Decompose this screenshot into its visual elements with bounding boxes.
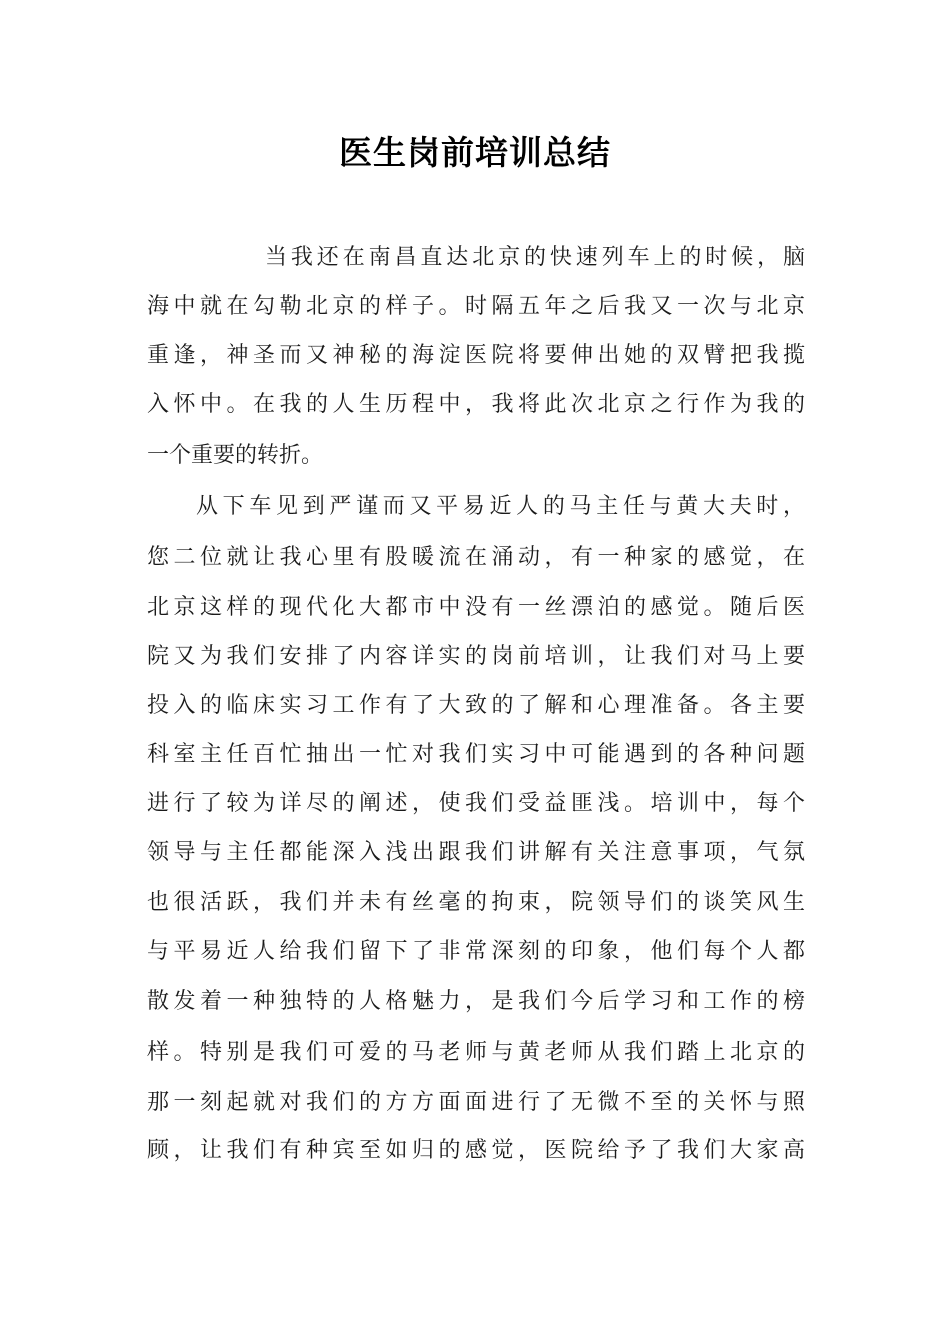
paragraph-1-line-5: 一个重要的转折。 [147, 443, 324, 468]
paragraph-2-line-12: 样。特别是我们可爱的马老师与黄老师从我们踏上北京的 [147, 1040, 805, 1065]
paragraph-2-line-8: 领导与主任都能深入浅出跟我们讲解有关注意事项，气氛 [147, 840, 805, 865]
paragraph-2-line-3: 北京这样的现代化大都市中没有一丝漂泊的感觉。随后医 [147, 595, 805, 620]
paragraph-2-line-11: 散发着一种独特的人格魅力，是我们今后学习和工作的榜 [147, 989, 805, 1014]
paragraph-2-line-1: 从下车见到严谨而又平易近人的马主任与黄大夫时， [196, 494, 805, 519]
paragraph-1-line-2: 海中就在勾勒北京的样子。时隔五年之后我又一次与北京 [147, 294, 805, 319]
paragraph-2-line-6: 科室主任百忙抽出一忙对我们实习中可能遇到的各种问题 [147, 742, 805, 767]
paragraph-2-line-5: 投入的临床实习工作有了大致的了解和心理准备。各主要 [147, 693, 805, 718]
document-title: 医生岗前培训总结 [339, 133, 611, 172]
paragraph-2-line-4: 院又为我们安排了内容详实的岗前培训，让我们对马上要 [147, 644, 805, 669]
paragraph-1-line-4: 入怀中。在我的人生历程中，我将此次北京之行作为我的 [147, 392, 805, 417]
paragraph-1-line-3: 重逢，神圣而又神秘的海淀医院将要伸出她的双臂把我揽 [147, 343, 805, 368]
paragraph-2-line-2: 您二位就让我心里有股暖流在涌动，有一种家的感觉，在 [147, 545, 805, 570]
paragraph-2-line-10: 与平易近人给我们留下了非常深刻的印象，他们每个人都 [147, 939, 805, 964]
paragraph-2-line-7: 进行了较为详尽的阐述，使我们受益匪浅。培训中，每个 [147, 791, 805, 816]
paragraph-2-line-14: 顾，让我们有种宾至如归的感觉，医院给予了我们大家高 [147, 1138, 805, 1163]
paragraph-2-line-13: 那一刻起就对我们的方方面面进行了无微不至的关怀与照 [147, 1090, 805, 1115]
paragraph-1-line-1: 当我还在南昌直达北京的快速列车上的时候，脑 [265, 245, 805, 270]
paragraph-2-line-9: 也很活跃，我们并未有丝毫的拘束，院领导们的谈笑风生 [147, 890, 805, 915]
